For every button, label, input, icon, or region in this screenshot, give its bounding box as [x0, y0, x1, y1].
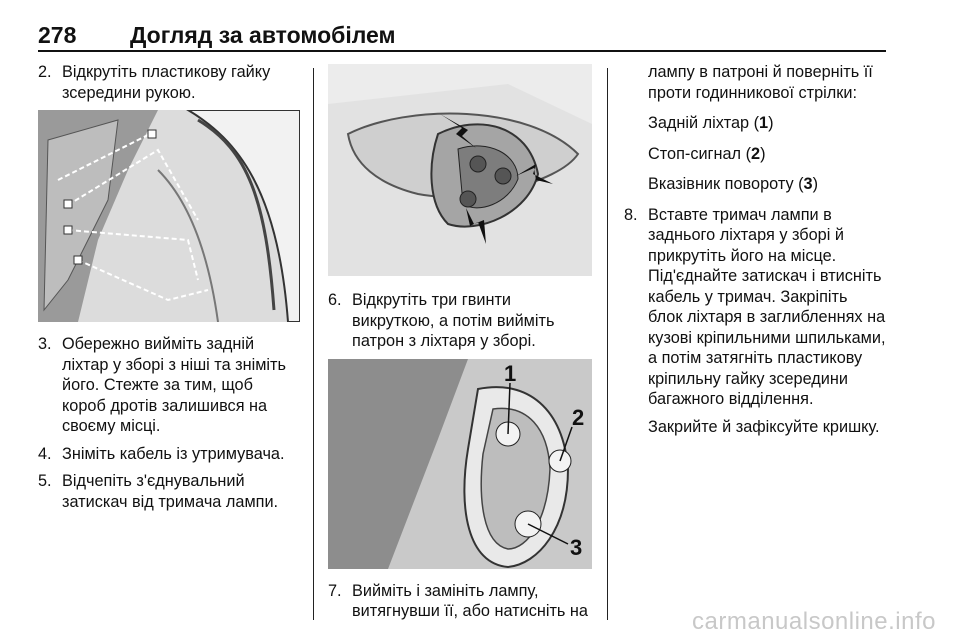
step-text: Відчепіть з'єднувальний затискач від тримача лампи. [62, 472, 279, 511]
step-number: 6. [328, 291, 342, 309]
step-4 [38, 444, 300, 465]
step-number: 3. [38, 335, 52, 353]
step-5 [38, 471, 300, 512]
page-number: 278 [38, 22, 77, 48]
figure-bulb-holder [328, 359, 592, 569]
column-3 [624, 62, 886, 447]
step-text: Вставте тримач лампи в заднього ліхтаря у зборі й прикрутіть його на місце. Під'єднайте затискач і втисніть кабель у тримач. Закріпіть блок ліхтаря в заглибленнях на кузові кріпильними шпильками, а потім затягніть пластикову кріпильну гайку зсередини багажного відділення. [648, 205, 886, 408]
turn-signal-label: Вказівник повороту ( [648, 175, 804, 193]
step-2 [38, 62, 300, 103]
page-header [38, 22, 886, 52]
rear-light-label: Задній ліхтар ( [648, 114, 760, 132]
paren-close: ) [812, 175, 819, 193]
step-text: Вийміть і замініть лампу, витягнувши її, або натисніть на [352, 581, 588, 620]
callout-2: 2 [572, 404, 585, 430]
step-7 [328, 581, 592, 622]
paren-close: ) [760, 144, 766, 163]
column-divider-1 [313, 68, 314, 620]
header-divider [38, 50, 886, 52]
turn-signal-number: 3 [803, 175, 813, 193]
step-3 [38, 334, 300, 437]
callout-1: 1 [504, 360, 517, 386]
step-number: 8. [624, 205, 638, 224]
step-number: 2. [38, 63, 52, 81]
step-number: 4. [38, 444, 52, 463]
column-2 [328, 62, 592, 629]
callout-3: 3 [570, 534, 583, 560]
figure-tail-light-screws [328, 64, 592, 276]
step-number: 7. [328, 581, 342, 600]
column-1 [38, 62, 300, 519]
column-divider-2 [607, 68, 608, 620]
step-text: Обережно вийміть задній ліхтар у зборі з ніші та зніміть його. Стежте за тим, щоб короб дротів залишився на своєму місці. [62, 335, 286, 435]
stop-signal-label: Стоп-сигнал ( [648, 144, 751, 163]
paren-close: ) [768, 114, 774, 132]
step-number: 5. [38, 472, 52, 490]
rear-light-line [624, 113, 886, 134]
watermark: carmanualsonline.info [692, 608, 936, 635]
step-6 [328, 290, 592, 352]
stop-signal-number: 2 [751, 144, 761, 163]
step-8 [624, 205, 886, 410]
page-title: Догляд за автомобілем [130, 22, 396, 48]
step-text: Відкрутіть пластикову гайку зсередини рукою. [62, 63, 271, 102]
step-text: Зніміть кабель із утримувача. [62, 444, 285, 463]
stop-signal-line [624, 144, 886, 165]
closing-instruction: Закрийте й зафіксуйте кришку. [648, 417, 880, 436]
step-text: Відкрутіть три гвинти викруткою, а потім вийміть патрон з ліхтаря у зборі. [352, 291, 555, 350]
turn-signal-line [624, 174, 886, 195]
rear-light-number: 1 [759, 114, 769, 132]
step-7-continued: лампу в патроні й поверніть її проти годинникової стрілки: [648, 63, 873, 102]
figure-trunk-nut [38, 110, 300, 322]
